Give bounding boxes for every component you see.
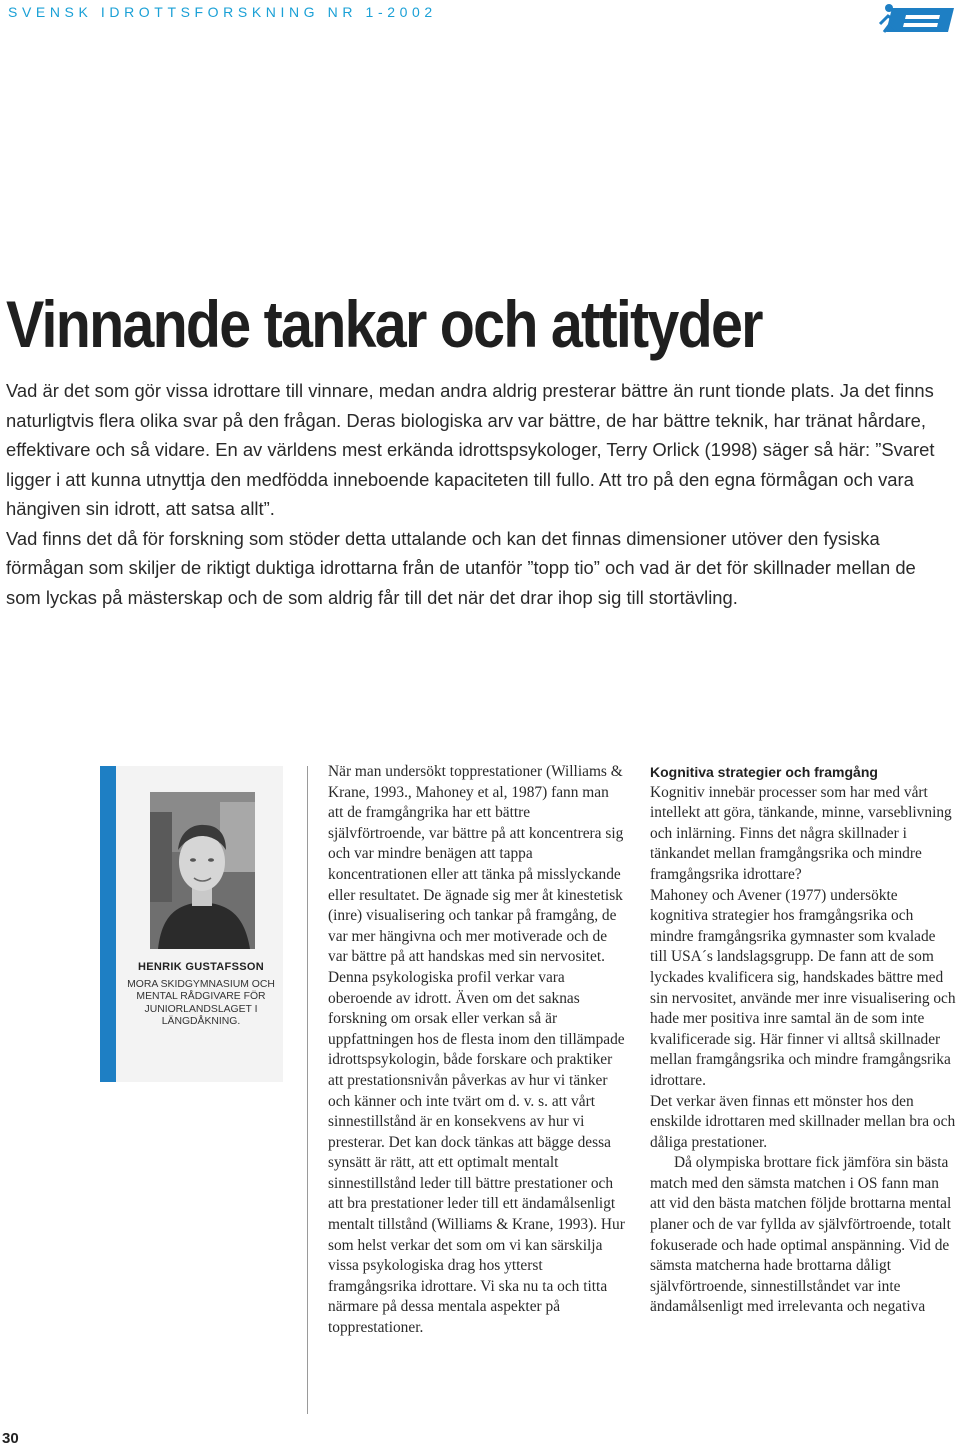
text-column-2: [328, 762, 628, 1339]
article-intro: [6, 376, 946, 612]
body-paragraph: Det verkar även finnas ett mönster hos den enskilde idrottaren med skillnader mellan bra och dåliga prestationer.: [650, 1092, 956, 1151]
column-divider: [307, 766, 308, 1414]
intro-paragraph: Vad finns det då för forskning som stöder detta uttalande och kan det finnas dimensioner utöver den fysiska förmågan som skiljer de riktigt duktiga idrottarna från de utanför ”topp tio” och vad är det för skillnader mellan de som lyckas på mästerskap och de som aldrig får till det när det drar ihop sig till stortävling.: [6, 527, 916, 608]
body-paragraph: Mahoney och Avener (1977) undersökte kognitiva strategier hos framgångsrika och mindre framgångsrika gymnaster som kvalade till USA´s landslagsgrupp. De fann att de som lyckades kvalificera sig, handskades bättre med sin nervositet, använde mer inre visualisering och hade mer positiva inre samtal än de som inte kvalificerade sig. Här finner vi alltså skillnader mellan framgångsrika och mindre framgångsrika idrottare.: [650, 886, 956, 1089]
author-caption: [126, 961, 276, 1029]
body-paragraph: Kognitiv innebär processer som har med vårt intellekt att göra, tänkande, minne, varseblivning och inlärning. Finns det några skillnader i tänkandet mellan framgångsrika och mindre framgångsrika idrottare?: [650, 783, 952, 883]
text-column-3: [650, 762, 956, 1318]
accent-bar: [100, 766, 116, 1082]
body-paragraph: Då olympiska brottare fick jämföra sin bästa match med den sämsta matchen i OS fann man att vid den bästa matchen följde brottarna mental planer och de var fyllda av självförtroende, totalt fokuserade och hade optimal anspänning. Vid de sämsta matcherna hade brottarna dåligt självförtroende, sinnestillståndet var inte ändamålsenligt med irrelevanta och negativa: [650, 1154, 952, 1316]
article-title: Vinnande tankar och attityder: [6, 287, 762, 361]
author-photo: [150, 792, 255, 949]
author-name: HENRIK GUSTAFSSON: [138, 961, 264, 973]
intro-paragraph: Vad är det som gör vissa idrottare till vinnare, medan andra aldrig presterar bättre än runt tionde plats. Ja det finns naturligtvis flera olika svar på den frågan. Deras biologiska arv var bättre, de har bättre teknik, har tränat hårdare, effektivare och så vidare. En av världens mest erkända idrottspsykologer, Terry Orlick (1998) säger så här: ”Svaret ligger i att kunna utnyttja den medfödda inneboende kapaciteten till fullo. Att tro på den egna förmågan och vara hängiven sin idrott, att satsa allt”.: [6, 380, 935, 519]
journal-logo-icon: [878, 2, 954, 36]
page-number: 30: [2, 1430, 19, 1447]
journal-header: SVENSK IDROTTSFORSKNING NR 1-2002: [8, 4, 437, 20]
body-paragraph: När man undersökt topprestationer (Williams & Krane, 1993., Mahoney et al, 1987) fann man att de framgångrika har ett bättre självförtroende, var bättre på att koncentrera sig och var mindre benägen att tappa koncentrationen eller att tänka på misslyckande eller resultatet. De ägnade sig mer åt kinestetisk (inre) visualisering och tankar på framgång, de var mer hängivna och mer motiverade och de var bättre på att handskas med sin nervositet. Denna psykologiska profil verkar vara oberoende av idrott. Även om det saknas forskning om orsak eller verkan så är uppfattningen hos de flesta inom den tillämpade idrottspsykologin, både forskare och praktiker att prestationsnivån påverkas av hur vi tänker och känner och inte tvärt om d. v. s. att vårt sinnestillstånd är en konsekvens av hur vi presterar. Det kan dock tänkas att bägge dessa synsätt är rätt, att ett optimalt mentalt sinnestillstånd leder till bättre prestationer och att bra prestationer leder till ett ändamålsenligt mentalt tillstånd (Williams & Krane, 1993). Hur som helst verkar det som om vi kan särskilja vissa psykologiska drag hos ytterst framgångsrika idrottare. Vi ska nu ta och titta närmare på dessa mentala aspekter på topprestationer.: [328, 763, 625, 1337]
author-role: MORA SKIDGYMNASIUM OCH MENTAL RÅDGIVARE FÖR JUNIORLANDSLAGET I LÄNGDÅKNING.: [127, 979, 275, 1028]
section-subhead: Kognitiva strategier och framgång: [650, 764, 878, 780]
